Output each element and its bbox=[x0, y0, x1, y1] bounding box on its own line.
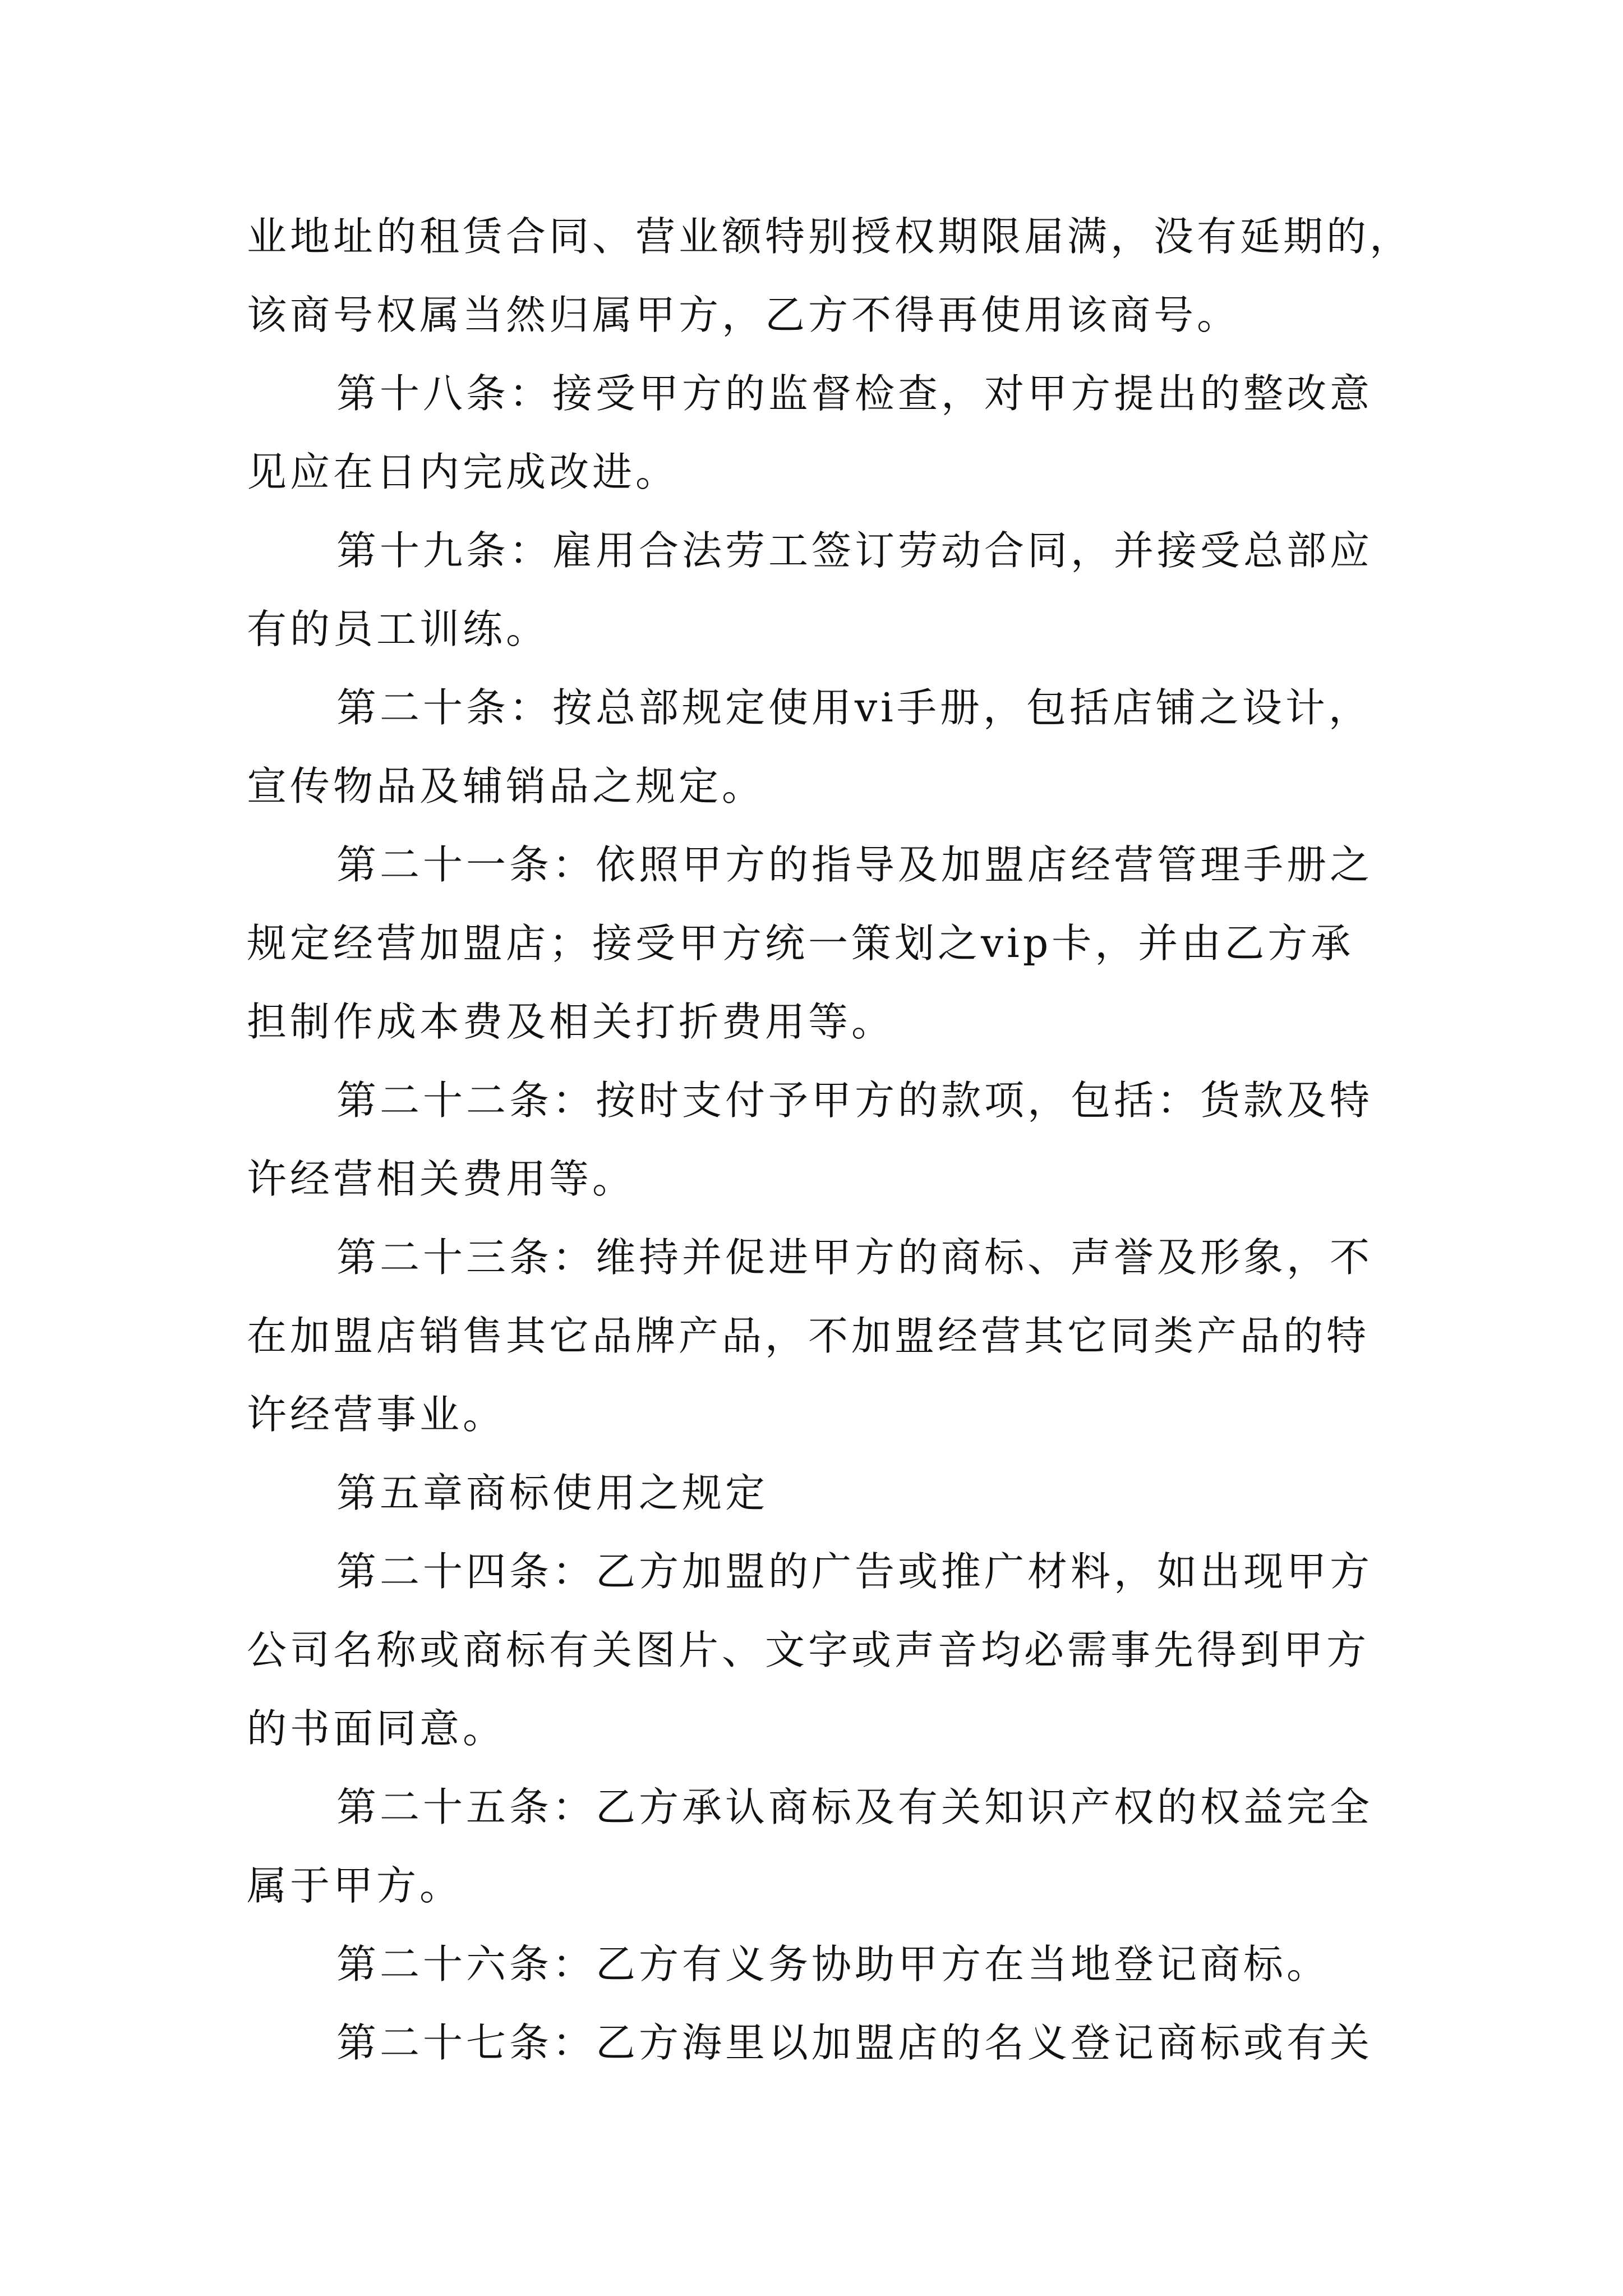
article-18: 第十八条：接受甲方的监督检查，对甲方提出的整改意 bbox=[336, 370, 1373, 417]
text-line: 在加盟店销售其它品牌产品，不加盟经营其它同类产品的特 bbox=[247, 1313, 1370, 1359]
chapter-heading: 第五章商标使用之规定 bbox=[336, 1470, 769, 1516]
text-line: 属于甲方。 bbox=[247, 1862, 463, 1909]
article-25: 第二十五条：乙方承认商标及有关知识产权的权益完全 bbox=[336, 1784, 1373, 1830]
article-21: 第二十一条：依照甲方的指导及加盟店经营管理手册之 bbox=[336, 841, 1373, 888]
article-23: 第二十三条：维持并促进甲方的商标、声誉及形象，不 bbox=[336, 1234, 1373, 1281]
text-line: 许经营事业。 bbox=[247, 1391, 506, 1438]
text-line: 规定经营加盟店；接受甲方统一策划之vip卡，并由乙方承 bbox=[247, 920, 1354, 967]
article-27: 第二十七条：乙方海里以加盟店的名义登记商标或有关 bbox=[336, 2019, 1373, 2066]
text-line: 担制作成本费及相关打折费用等。 bbox=[247, 999, 895, 1045]
text-line: 许经营相关费用等。 bbox=[247, 1156, 636, 1202]
text-line: 有的员工训练。 bbox=[247, 606, 550, 652]
text-line: 公司名称或商标有关图片、文字或声音均必需事先得到甲方 bbox=[247, 1627, 1370, 1673]
article-26: 第二十六条：乙方有义务协助甲方在当地登记商标。 bbox=[336, 1941, 1330, 1987]
article-22: 第二十二条：按时支付予甲方的款项，包括：货款及特 bbox=[336, 1077, 1373, 1124]
text-line: 宣传物品及辅销品之规定。 bbox=[247, 763, 766, 809]
text-line: 业地址的租赁合同、营业额特别授权期限届满，没有延期的， bbox=[247, 213, 1413, 260]
text-line: 见应在日内完成改进。 bbox=[247, 449, 679, 495]
article-19: 第十九条：雇用合法劳工签订劳动合同，并接受总部应 bbox=[336, 527, 1373, 574]
text-line: 的书面同意。 bbox=[247, 1705, 506, 1752]
article-20: 第二十条：按总部规定使用vi手册，包括店铺之设计， bbox=[336, 684, 1372, 731]
article-24: 第二十四条：乙方加盟的广告或推广材料，如出现甲方 bbox=[336, 1548, 1373, 1595]
text-line: 该商号权属当然归属甲方，乙方不得再使用该商号。 bbox=[247, 292, 1241, 338]
